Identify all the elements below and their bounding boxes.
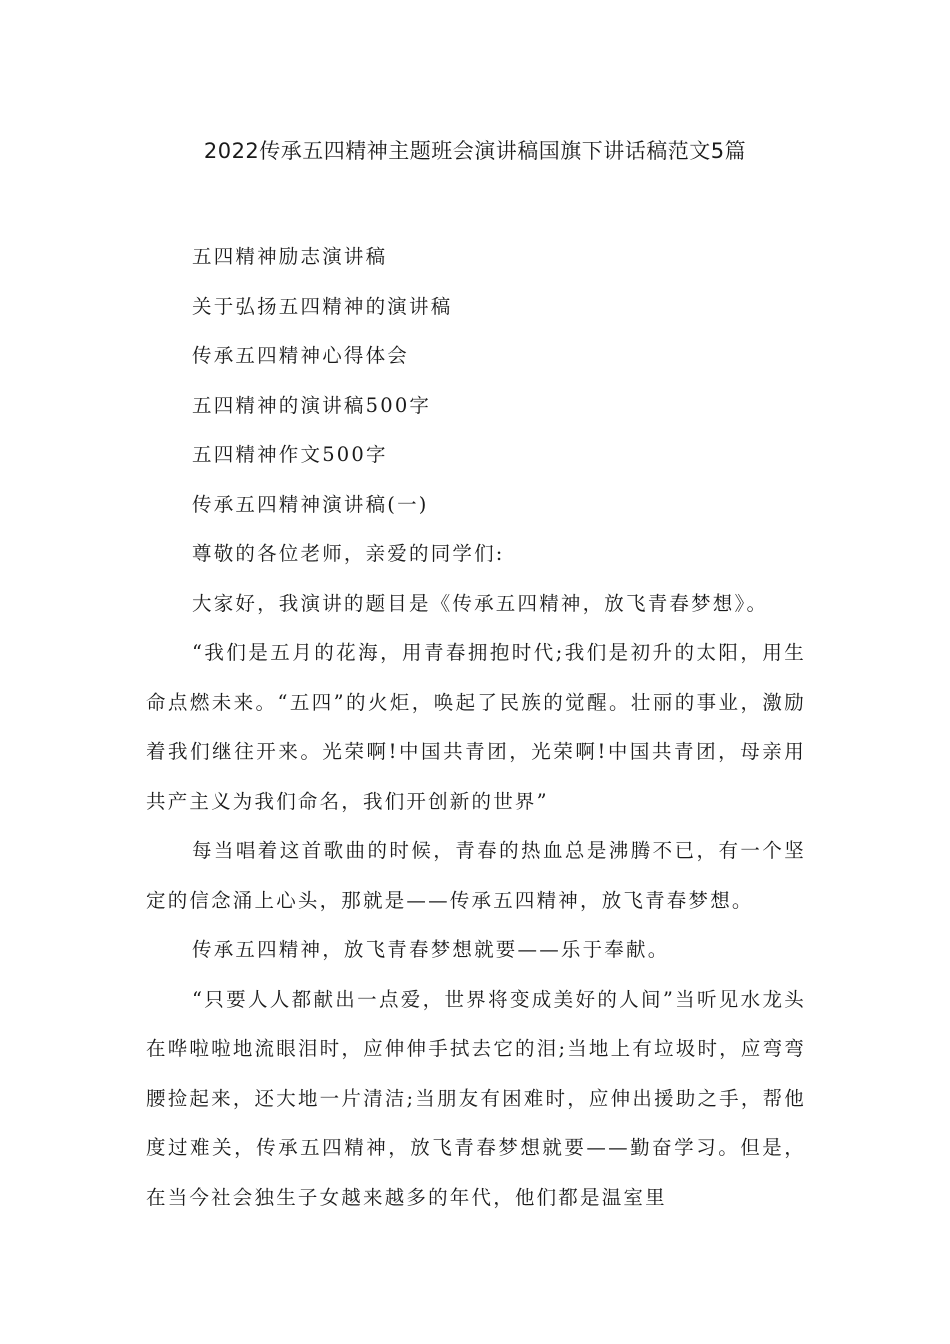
body-paragraph: “我们是五月的花海，用青春拥抱时代;我们是初升的太阳，用生命点燃未来。“五四”的火炬，唤起了民族的觉醒。壮丽的事业，激励着我们继往开来。光荣啊!中国共青团，光荣啊!中国共青团，母亲用共产主义为我们命名，我们开创新的世界”: [146, 641, 806, 813]
salutation: 尊敬的各位老师，亲爱的同学们:: [192, 542, 505, 565]
body-paragraph: 大家好，我演讲的题目是《传承五四精神，放飞青春梦想》。: [192, 591, 769, 615]
toc-item-3: 传承五四精神心得体会: [192, 344, 410, 367]
body-paragraph: 每当唱着这首歌曲的时候，青春的热血总是沸腾不已，有一个坚定的信念涌上心头，那就是——传承五四精神，放飞青春梦想。: [146, 839, 806, 912]
document-body: [146, 232, 806, 1222]
toc-item-1: 五四精神励志演讲稿: [192, 245, 388, 268]
toc-item-5: 五四精神作文500字: [192, 443, 388, 466]
body-paragraph: “只要人人都献出一点爱，世界将变成美好的人间”当听见水龙头在哗啦啦地流眼泪时，应伸伸手拭去它的泪;当地上有垃圾时，应弯弯腰捡起来，还大地一片清洁;当朋友有困难时，应伸出援助之手，帮他度过难关，传承五四精神，放飞青春梦想就要——勤奋学习。但是，在当今社会独生子女越来越多的年代，他们都是温室里: [146, 987, 806, 1209]
body-paragraph: 传承五四精神，放飞青春梦想就要——乐于奉献。: [192, 938, 670, 961]
toc-item-4: 五四精神的演讲稿500字: [192, 393, 432, 417]
toc-item-2: 关于弘扬五四精神的演讲稿: [192, 294, 453, 318]
section-heading: 传承五四精神演讲稿(一): [192, 492, 429, 516]
document-title: 2022传承五四精神主题班会演讲稿国旗下讲话稿范文5篇: [203, 139, 747, 163]
